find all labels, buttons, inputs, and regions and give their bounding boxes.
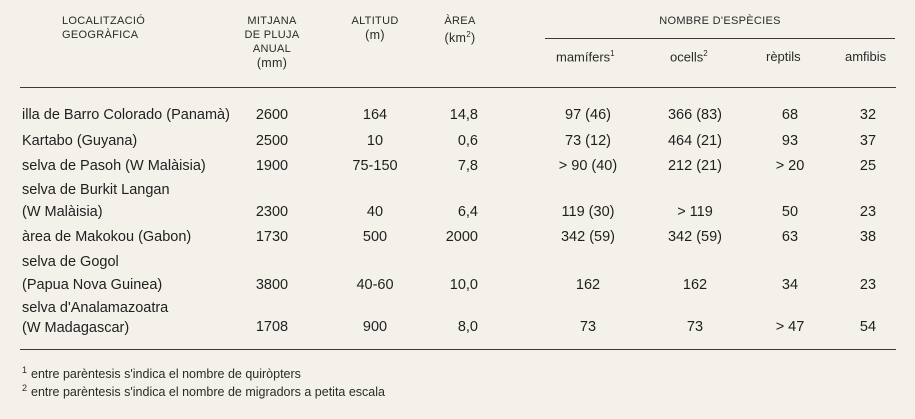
row-mammals: 73 (12): [565, 133, 611, 149]
row-birds: 212 (21): [667, 158, 722, 174]
header-amphibians: amfibis: [845, 49, 887, 64]
row-mammals: 73: [579, 319, 597, 335]
row-reptiles: > 47: [775, 319, 805, 335]
row-amphibians: 32: [859, 107, 877, 123]
row-area: 10,0: [449, 277, 478, 293]
row-area: 8,0: [457, 319, 478, 335]
header-rainfall: [236, 14, 308, 70]
header-altitude-line1: ALTITUD: [351, 15, 399, 27]
row-birds: 366 (83): [667, 107, 722, 123]
row-area: 2000: [445, 229, 478, 245]
row-location-line2: (Papua Nova Guinea): [22, 277, 163, 293]
bottom-rule: [20, 349, 896, 350]
header-species: NOMBRE D'ESPÈCIES: [659, 15, 781, 27]
header-reptiles: rèptils: [766, 49, 801, 64]
header-location: [62, 14, 145, 42]
row-altitude: 75-150: [352, 158, 398, 174]
row-location: illa de Barro Colorado (Panamà): [22, 107, 230, 123]
row-altitude: 40: [366, 204, 384, 220]
row-mammals: > 90 (40): [558, 158, 618, 174]
row-rainfall: 1708: [255, 319, 289, 335]
header-altitude: [340, 14, 410, 42]
row-birds: 162: [682, 277, 708, 293]
header-area-line2: $(km^2)$: [444, 30, 476, 46]
row-rainfall: 1730: [255, 229, 289, 245]
header-location-line2: GEOGRÀFICA: [62, 29, 139, 41]
row-altitude: 900: [362, 319, 388, 335]
row-amphibians: 38: [859, 229, 877, 245]
row-area: 6,4: [457, 204, 478, 220]
row-rainfall: 3800: [255, 277, 289, 293]
row-mammals: 97 (46): [565, 107, 611, 123]
row-birds: 73: [686, 319, 704, 335]
row-reptiles: 50: [781, 204, 799, 220]
row-reptiles: 34: [781, 277, 799, 293]
row-rainfall: 1900: [255, 158, 289, 174]
row-mammals: 119 (30): [561, 204, 615, 220]
header-rainfall-line4: (mm): [256, 56, 288, 70]
row-amphibians: 37: [859, 133, 877, 149]
header-rainfall-line2: DE PLUJA: [244, 29, 300, 41]
row-reptiles: > 20: [775, 158, 805, 174]
header-mammals: mamífers$^1$: [556, 49, 615, 65]
footnote-2: $^2$ entre parèntesis s'indica el nombre de migradors a petita escala: [22, 383, 385, 399]
footnote-1: $^1$ entre parèntesis s'indica el nombre de quiròpters: [22, 365, 301, 381]
row-birds: > 119: [677, 204, 713, 220]
header-rainfall-line3: ANUAL: [252, 43, 292, 55]
row-location: Kartabo (Guyana): [22, 133, 138, 149]
species-rule: [545, 38, 895, 39]
row-birds: 464 (21): [667, 133, 722, 149]
row-mammals: 342 (59): [560, 229, 615, 245]
row-amphibians: 23: [859, 277, 877, 293]
row-area: 14,8: [449, 107, 478, 123]
row-location-line2: (W Madagascar): [22, 320, 130, 336]
header-area-line1: ÀREA: [444, 15, 476, 27]
row-location: selva de Gogol: [22, 254, 119, 270]
row-altitude: 164: [362, 107, 388, 123]
row-area: 0,6: [457, 133, 478, 149]
row-altitude: 10: [366, 133, 384, 149]
row-location: selva d'Analamazoatra: [22, 300, 169, 316]
row-location: àrea de Makokou (Gabon): [22, 229, 192, 245]
header-rainfall-line1: MITJANA: [247, 15, 297, 27]
row-amphibians: 54: [859, 319, 877, 335]
row-location: selva de Pasoh (W Malàisia): [22, 158, 206, 174]
row-reptiles: 68: [781, 107, 799, 123]
row-amphibians: 25: [859, 158, 877, 174]
row-birds: 342 (59): [667, 229, 722, 245]
row-altitude: 40-60: [356, 277, 394, 293]
header-altitude-line2: (m): [365, 28, 385, 42]
row-reptiles: 93: [781, 133, 799, 149]
row-rainfall: 2600: [255, 107, 289, 123]
row-rainfall: 2500: [255, 133, 289, 149]
row-location-line2: (W Malàisia): [22, 204, 103, 220]
header-area: [430, 14, 490, 45]
row-area: 7,8: [457, 158, 478, 174]
row-location: selva de Burkit Langan: [22, 182, 170, 198]
row-amphibians: 23: [859, 204, 877, 220]
header-location-line1: LOCALITZACIÓ: [62, 15, 146, 27]
header-birds: ocells$^2$: [670, 49, 708, 65]
row-rainfall: 2300: [255, 204, 289, 220]
row-reptiles: 63: [781, 229, 799, 245]
row-mammals: 162: [575, 277, 601, 293]
header-rule: [20, 87, 896, 88]
row-altitude: 500: [362, 229, 388, 245]
